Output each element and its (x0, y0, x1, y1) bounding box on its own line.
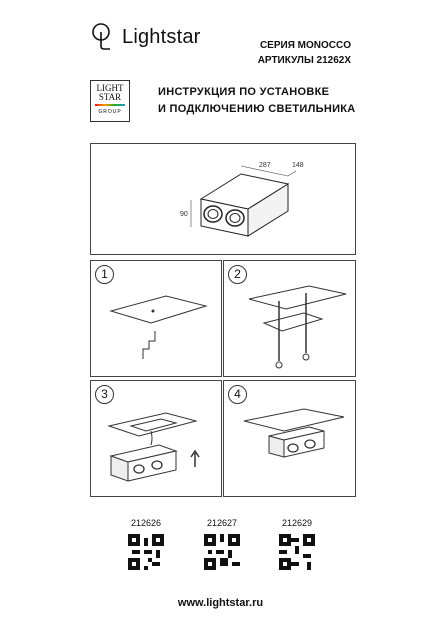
brand-name: Lightstar (122, 25, 201, 48)
step-panel-4 (223, 380, 356, 497)
series-block (258, 38, 351, 68)
qr-code-icon (279, 534, 315, 570)
step-number: 2 (228, 265, 247, 284)
step-number: 4 (228, 385, 247, 404)
article-line: АРТИКУЛЫ 21262X (257, 55, 351, 66)
brand (90, 22, 201, 52)
step4-installed-drawing (224, 381, 355, 496)
step2-mounting-drawing (224, 261, 355, 376)
lightstar-group-logo: LIGHT STAR GROUP (90, 80, 130, 122)
width-dimension: 148 (292, 162, 304, 169)
fixture-dimension-drawing (91, 144, 355, 254)
length-dimension: 287 (259, 162, 271, 169)
step-panel-1 (90, 260, 222, 377)
article-number: 212629 (281, 518, 313, 528)
qr-code-icon (128, 534, 164, 570)
series-line: СЕРИЯ MONOCCO (259, 40, 351, 51)
height-dimension: 90 (180, 211, 188, 218)
step-number: 1 (95, 265, 114, 284)
article-number: 212627 (206, 518, 238, 528)
step-number: 3 (95, 385, 114, 404)
website-url[interactable]: www.lightstar.ru (177, 597, 264, 609)
instruction-title: ИНСТРУКЦИЯ ПО УСТАНОВКЕ И ПОДКЛЮЧЕНИЮ СВЕТИЛЬНИКА (158, 86, 356, 115)
step-panel-2 (223, 260, 356, 377)
step-panel-3 (90, 380, 222, 497)
step3-wiring-drawing (91, 381, 221, 496)
article-number: 212626 (130, 518, 162, 528)
step1-ceiling-drawing (91, 261, 221, 376)
dimension-panel (90, 143, 356, 255)
qr-code-icon (204, 534, 240, 570)
lightbulb-icon (90, 22, 116, 52)
